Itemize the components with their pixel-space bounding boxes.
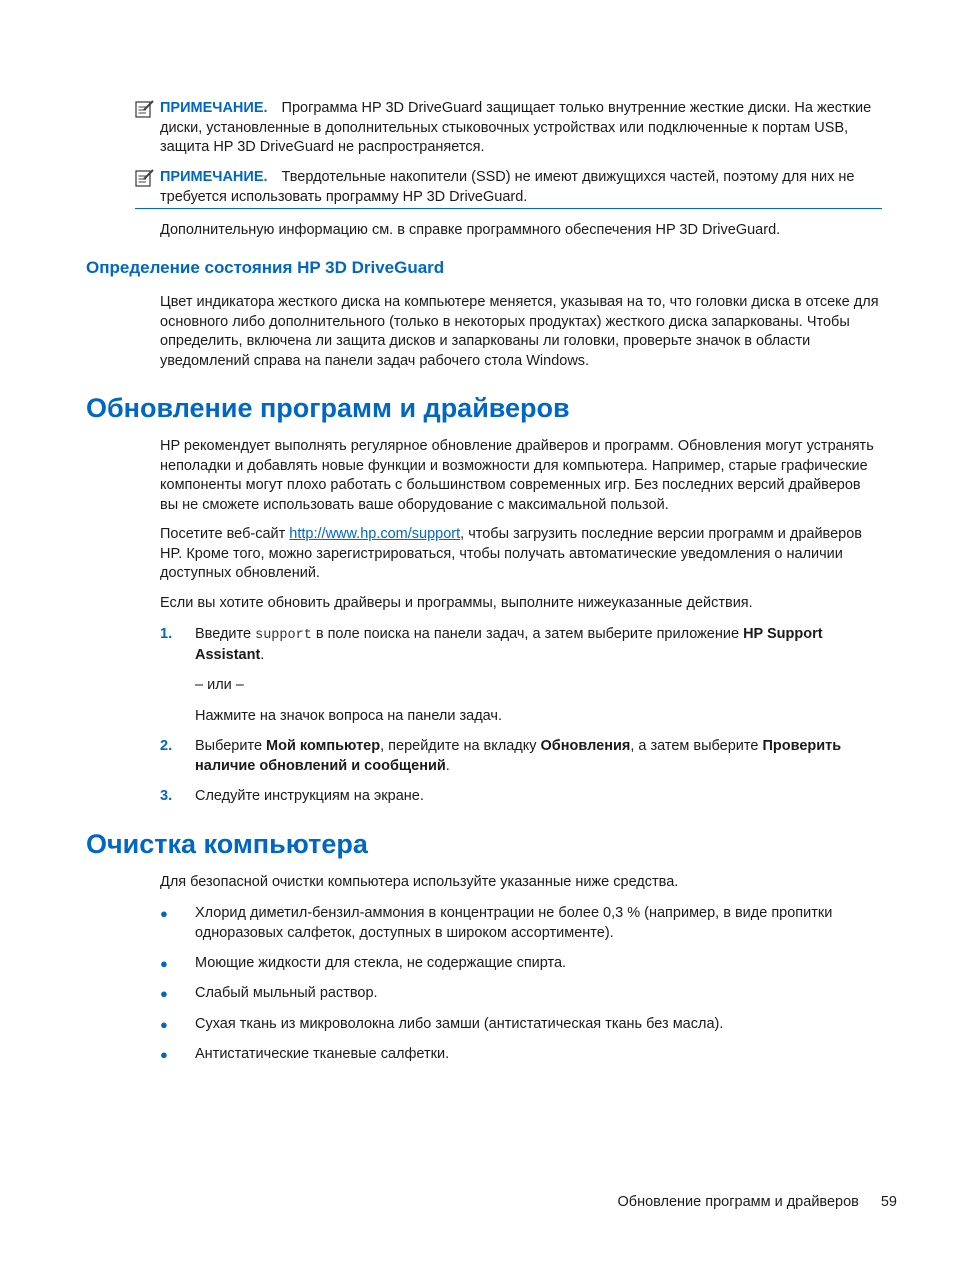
note-2 [135, 168, 882, 207]
step-text: Следуйте инструкциям на экране. [195, 788, 424, 804]
cleaning-heading: Очистка компьютера [86, 829, 368, 859]
note-label: ПРИМЕЧАНИЕ. [160, 100, 268, 116]
step-number: 1. [160, 626, 173, 642]
note-label: ПРИМЕЧАНИЕ. [160, 169, 268, 185]
note-icon [135, 100, 155, 118]
page-footer [617, 1193, 897, 1213]
driveguard-paragraph: Цвет индикатора жесткого диска на компьютере меняется, указывая на то, что головки диска в отсеке для основного либо дополнительного (только в некоторых продуктах) жесткого диска запаркованы. Чтобы определить, включена ли защита дисков и запаркованы ли головки, проверьте значок в области уведомлений справа на панели задач рабочего стола Windows. [160, 294, 879, 369]
step-2 [160, 737, 882, 776]
hp-support-assistant-label: HP Support Assistant [195, 626, 823, 663]
list-item: ● Сухая ткань из микроволокна либо замши (антистатическая ткань без масла). [160, 1015, 882, 1035]
note-divider [135, 208, 882, 209]
step-alt: Нажмите на значок вопроса на панели задач. [195, 707, 502, 724]
step-text: Выберите Мой компьютер, перейдите на вкладку Обновления, а затем выберите Проверить наличие обновлений и сообщений. [195, 738, 842, 774]
bullet-icon: ● [160, 956, 168, 971]
list-item: ● Хлорид диметил-бензил-аммония в концентрации не более 0,3 % (например, в виде пропитки одноразовых салфеток, доступных в широком ассортименте). [160, 905, 833, 941]
list-item: ● Антистатические тканевые салфетки. [160, 1045, 882, 1065]
list-item: ● Слабый мыльный раствор. [160, 984, 882, 1004]
note-text: Твердотельные накопители (SSD) не имеют движущихся частей, поэтому для них не требуется использовать программу HP 3D DriveGuard. [160, 169, 855, 205]
note-text: Программа HP 3D DriveGuard защищает только внутренние жесткие диски. На жесткие диски, установленные в дополнительных стыковочных устройствах или подключенные к портам USB, защита HP 3D DriveGuard не распространяется. [160, 100, 872, 155]
note-1 [135, 99, 882, 158]
step-or: – или – [195, 677, 244, 693]
update-paragraph-2: Посетите веб-сайт http://www.hp.com/support, чтобы загрузить последние версии программ и драйверов HP. Кроме того, можно зарегистрироваться, чтобы получать автоматические уведомления о наличии доступных обновлений. [160, 526, 862, 581]
update-paragraph-3: Если вы хотите обновить драйверы и программы, выполните нижеуказанные действия. [160, 595, 753, 611]
note-icon [135, 169, 155, 187]
bullet-icon: ● [160, 1047, 168, 1062]
page-number: 59 [880, 1194, 897, 1210]
code-support: support [255, 628, 312, 643]
more-info-paragraph: Дополнительную информацию см. в справке программного обеспечения HP 3D DriveGuard. [160, 222, 781, 238]
step-number: 2. [160, 738, 173, 754]
hp-support-link[interactable]: http://www.hp.com/support [289, 526, 461, 542]
update-heading: Обновление программ и драйверов [86, 393, 570, 423]
list-item: ● Моющие жидкости для стекла, не содержащие спирта. [160, 954, 882, 974]
cleaning-intro: Для безопасной очистки компьютера используйте указанные ниже средства. [160, 874, 679, 890]
bullet-icon: ● [160, 986, 168, 1001]
update-paragraph-1: HP рекомендует выполнять регулярное обновление драйверов и программ. Обновления могут устранять неполадки и добавлять новые функции и возможности для компьютера. Например, старые графические компоненты могут плохо работать с большинством современных игр. Без последних версий драйверов вы не сможете использовать ваше оборудование с максимальной пользой. [160, 438, 874, 513]
step-3 [160, 787, 882, 807]
bullet-icon: ● [160, 906, 168, 921]
footer-section-title: Обновление программ и драйверов [617, 1194, 859, 1210]
bullet-icon: ● [160, 1017, 168, 1032]
step-text: Введите support в поле поиска на панели задач, а затем выберите приложение HP Support Assistant. [195, 626, 823, 663]
driveguard-heading: Определение состояния HP 3D DriveGuard [86, 258, 445, 277]
step-number: 3. [160, 788, 173, 804]
step-1 [160, 625, 882, 726]
